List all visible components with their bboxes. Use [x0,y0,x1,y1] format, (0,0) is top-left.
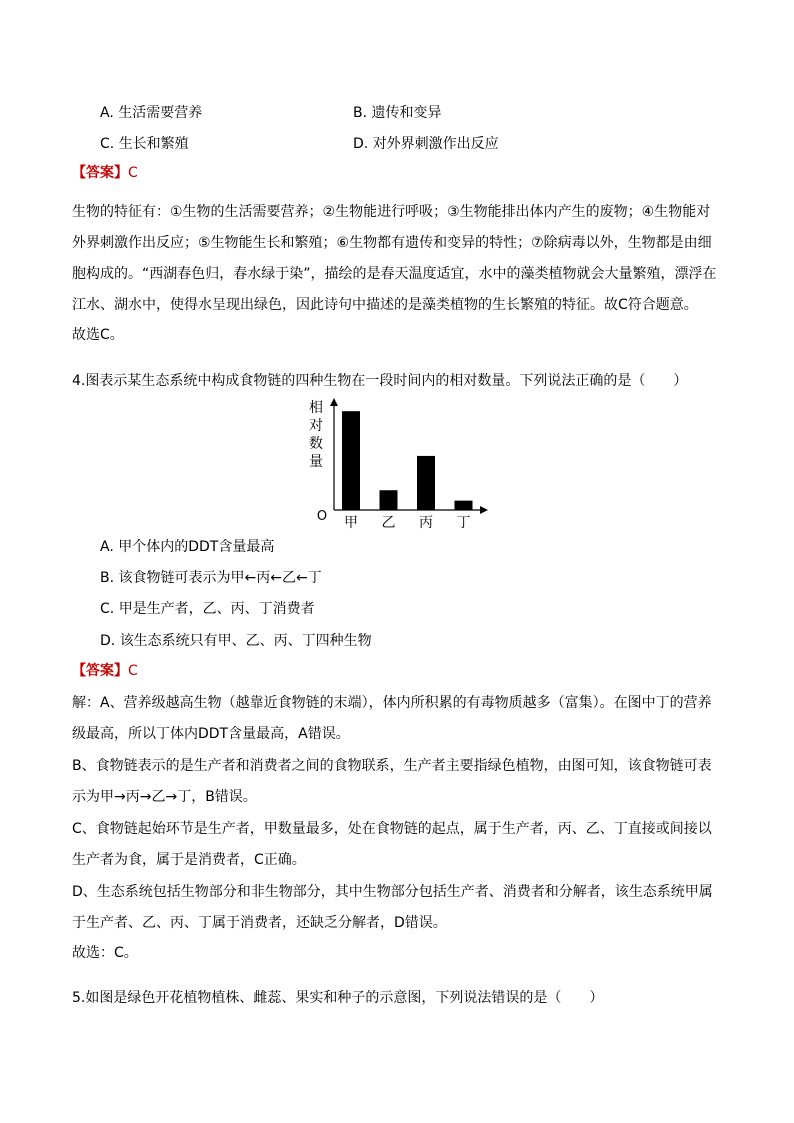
x-tick-label: 丙 [419,515,433,531]
x-tick-label: 甲 [344,515,358,531]
q3-conclusion: 故选C。 [72,327,124,343]
x-tick-label: 乙 [381,515,396,531]
y-axis-label-char: 对 [309,418,323,434]
q4-option-b: B. 该食物链可表示为甲←丙←乙←丁 [100,570,322,586]
bar-3 [417,456,435,510]
bar-4 [455,501,473,510]
q3-explanation: 生物的特征有：①生物的生活需要营养；②生物能进行呼吸；③生物能排出体内产生的废物；④生物能对外界刺激作出反应；⑤生物能生长和繁殖；⑥生物都有遗传和变异的特性；⑦除病毒以外，生物都是由细胞构成的。“西湖春色归，春水绿于染”，描绘的是春天温度适宜，水中的藻类植物就会大量繁殖，漂浮在江水、湖水中，使得水呈现出绿色，因此诗句中描述的是藻类植物的生长繁殖的特征。故C符合题意。 [72,204,717,313]
answer-value: C [128,663,138,679]
q4-explanation-c: C、食物链起始环节是生产者，甲数量最多，处在食物链的起点，属于生产者，丙、乙、丁直接或间接以生产者为食，属于是消费者，C正确。 [72,821,712,868]
q3-option-a: A. 生活需要营养 [100,105,203,121]
y-axis-label-char: 量 [309,454,323,470]
q3-option-d: D. 对外界刺激作出反应 [353,136,499,152]
q4-option-c: C. 甲是生产者，乙、丙、丁消费者 [100,601,315,617]
q3-answer [72,163,138,183]
answer-tag: 【答案】 [72,165,128,181]
q4-explanation-a: 解：A、营养级越高生物（越靠近食物链的末端），体内所积累的有毒物质越多（富集）。在图中丁的营养级最高，所以丁体内DDT含量最高，A错误。 [72,695,712,742]
bar-2 [380,490,398,510]
x-tick-label: 丁 [456,515,471,531]
q4-answer [72,661,138,681]
q4-conclusion: 故选：C。 [72,945,138,961]
y-axis-arrow [330,398,338,406]
answer-tag: 【答案】 [72,663,128,679]
q4-option-d: D. 该生态系统只有甲、乙、丙、丁四种生物 [100,633,372,649]
y-axis-label-char: 数 [309,436,323,452]
q5-stem: 5.如图是绿色开花植物植株、雌蕊、果实和种子的示意图，下列说法错误的是（ ） [72,990,604,1006]
q3-option-c: C. 生长和繁殖 [100,136,189,152]
y-axis-label-char: 相 [309,400,323,416]
q4-explanation-d: D、生态系统包括生物部分和非生物部分，其中生物部分包括生产者、消费者和分解者，该生态系统甲属于生产者、乙、丙、丁属于消费者，还缺乏分解者，D错误。 [72,884,713,931]
x-axis-arrow [480,506,488,514]
origin-label: O [316,509,328,524]
q4-explanation-b: B、食物链表示的是生产者和消费者之间的食物联系，生产者主要指绿色植物，由图可知，该食物链可表示为甲→丙→乙→丁，B错误。 [72,758,712,805]
q3-option-b: B. 遗传和变异 [353,105,442,121]
answer-value: C [128,165,138,181]
q4-option-a: A. 甲个体内的DDT含量最高 [100,539,275,555]
q4-stem: 4.图表示某生态系统中构成食物链的四种生物在一段时间内的相对数量。下列说法正确的是（ ） [72,373,688,389]
q4-bar-chart [296,394,496,534]
bar-1 [342,411,360,510]
